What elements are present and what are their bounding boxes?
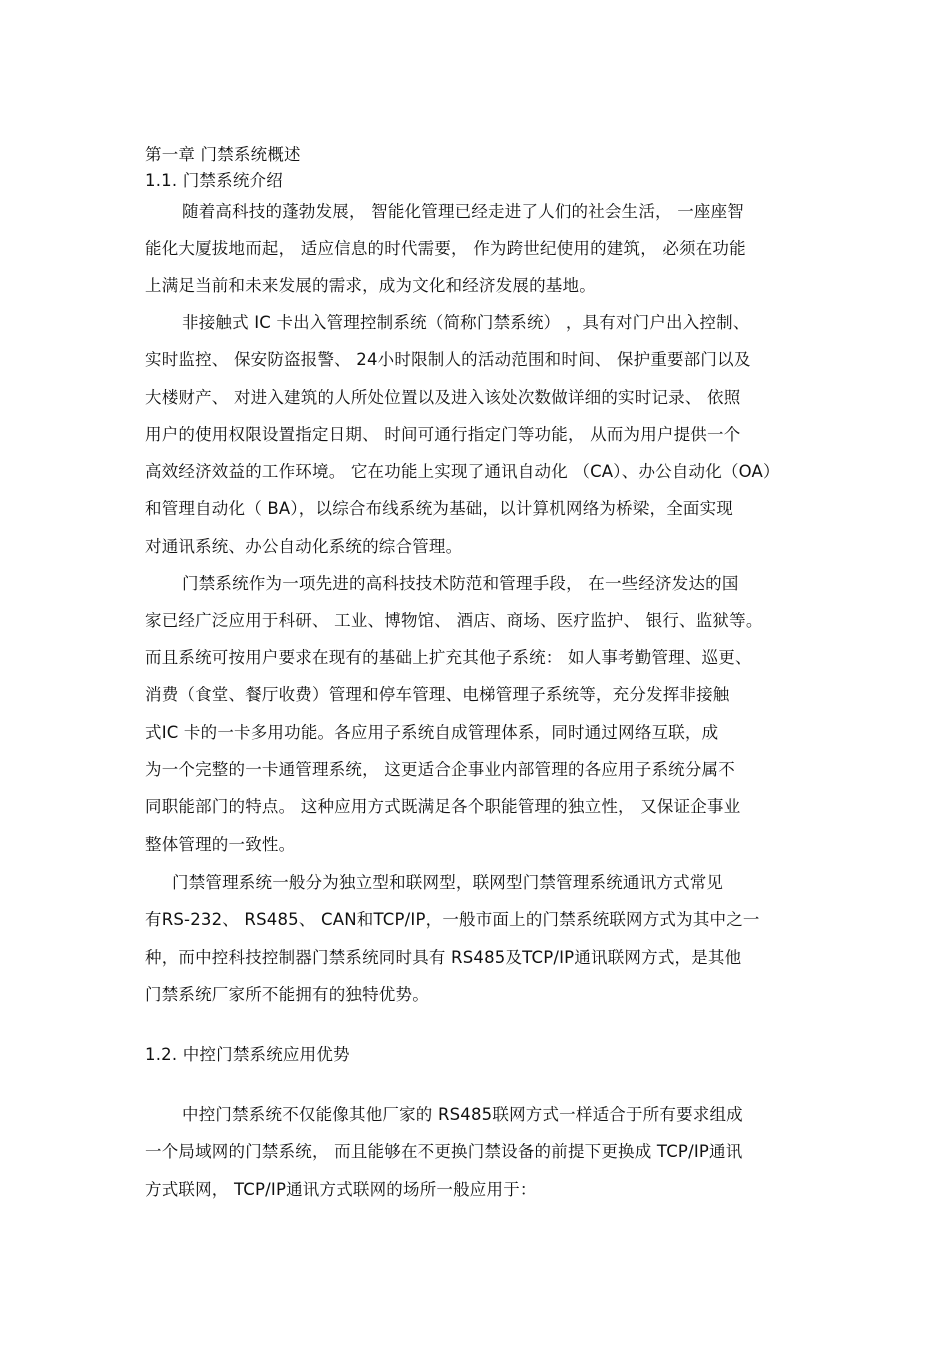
paragraph-line: 门禁系统厂家所不能拥有的独特优势。: [145, 985, 429, 1004]
paragraph-line: 式IC 卡的一卡多用功能。各应用子系统自成管理体系，同时通过网络互联，成: [145, 723, 719, 742]
paragraph-line: 随着高科技的蓬勃发展， 智能化管理已经走进了人们的社会生活， 一座座智: [182, 202, 744, 221]
paragraph-line: 高效经济效益的工作环境。 它在功能上实现了通讯自动化 （CA）、办公自动化（OA）: [145, 462, 780, 481]
paragraph-line: 上满足当前和未来发展的需求，成为文化和经济发展的基地。: [145, 276, 596, 295]
paragraph-line: 种，而中控科技控制器门禁系统同时具有 RS485及TCP/IP通讯联网方式，是其他: [145, 948, 742, 967]
section-heading-1-2: 1.2. 中控门禁系统应用优势: [145, 1045, 350, 1064]
paragraph-line: 对通讯系统、办公自动化系统的综合管理。: [145, 537, 463, 556]
paragraph-line: 用户的使用权限设置指定日期、 时间可通行指定门等功能， 从而为用户提供一个: [145, 425, 741, 444]
paragraph-line: 大楼财产、 对进入建筑的人所处位置以及进入该处次数做详细的实时记录、 依照: [145, 388, 741, 407]
paragraph-line: 中控门禁系统不仅能像其他厂家的 RS485联网方式一样适合于所有要求组成: [182, 1105, 743, 1124]
paragraph-line: 一个局域网的门禁系统， 而且能够在不更换门禁设备的前提下更换成 TCP/IP通讯: [145, 1142, 743, 1161]
paragraph-line: 而且系统可按用户要求在现有的基础上扩充其他子系统： 如人事考勤管理、巡更、: [145, 648, 752, 667]
paragraph-line: 同职能部门的特点。 这种应用方式既满足各个职能管理的独立性， 又保证企事业: [145, 797, 741, 816]
paragraph-line: 实时监控、 保安防盗报警、 24小时限制人的活动范围和时间、 保护重要部门以及: [145, 350, 751, 369]
paragraph-line: 门禁管理系统一般分为独立型和联网型，联网型门禁管理系统通讯方式常见: [172, 873, 724, 892]
section-heading-1-1: 1.1. 门禁系统介绍: [145, 171, 283, 190]
paragraph-line: 和管理自动化（ BA），以综合布线系统为基础，以计算机网络为桥梁，全面实现: [145, 499, 734, 518]
paragraph-line: 家已经广泛应用于科研、 工业、博物馆、 酒店、商场、医疗监护、 银行、监狱等。: [145, 611, 763, 630]
paragraph-line: 方式联网， TCP/IP通讯方式联网的场所一般应用于：: [145, 1180, 537, 1199]
paragraph-line: 非接触式 IC 卡出入管理控制系统（简称门禁系统） ，具有对门户出入控制、: [182, 313, 750, 332]
paragraph-line: 整体管理的一致性。: [145, 835, 296, 854]
chapter-title: 第一章 门禁系统概述: [145, 145, 301, 164]
paragraph-line: 为一个完整的一卡通管理系统， 这更适合企事业内部管理的各应用子系统分属不: [145, 760, 735, 779]
paragraph-line: 有RS-232、 RS485、 CAN和TCP/IP，一般市面上的门禁系统联网方式为其中之一: [145, 910, 760, 929]
paragraph-line: 能化大厦拔地而起， 适应信息的时代需要， 作为跨世纪使用的建筑， 必须在功能: [145, 239, 746, 258]
paragraph-line: 门禁系统作为一项先进的高科技技术防范和管理手段， 在一些经济发达的国: [182, 574, 739, 593]
paragraph-line: 消费（食堂、餐厅收费）管理和停车管理、电梯管理子系统等，充分发挥非接触: [145, 685, 730, 704]
